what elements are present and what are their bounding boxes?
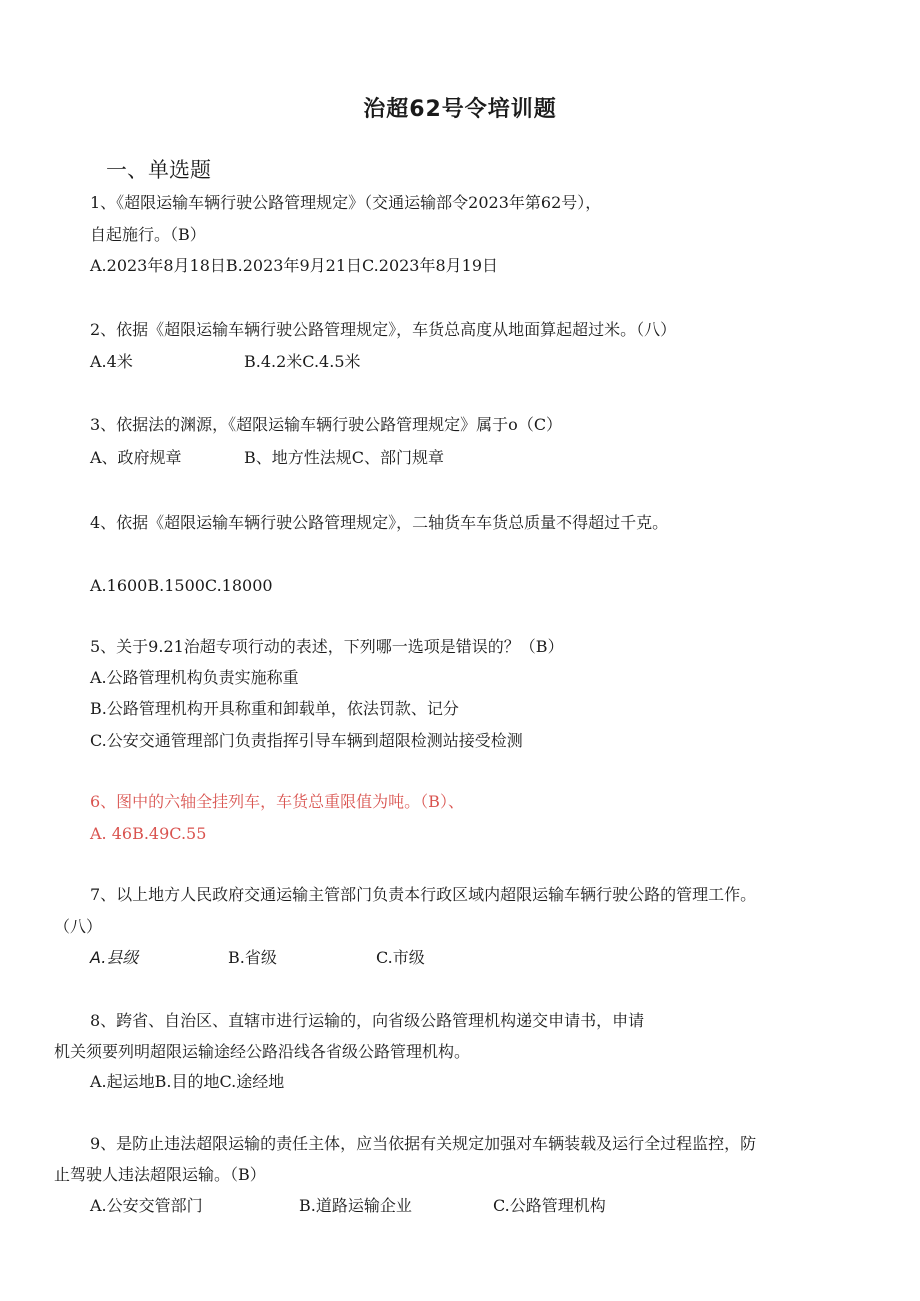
question-7-option-c: C.市级 (376, 948, 425, 967)
question-7-option-a: A.县级 (90, 948, 139, 967)
question-9-text: 9、是防止违法超限运输的责任主体，应当依据有关规定加强对车辆装载及运行全过程监控，防 (90, 1134, 757, 1153)
question-1-options: A.2023年8月18日B.2023年9月21日C.2023年8月19日 (90, 256, 499, 275)
question-9-option-b: B.道路运输企业 (299, 1196, 412, 1215)
question-2-text: 2、依据《超限运输车辆行驶公路管理规定》，车货总高度从地面算起超过米。（八） (90, 320, 677, 339)
question-9-option-a: A.公安交管部门 (90, 1196, 203, 1215)
question-7-answer: （八） (54, 917, 103, 936)
question-3-option-a: A、政府规章 (90, 448, 182, 467)
question-5-option-c: C.公安交通管理部门负责指挥引导车辆到超限检测站接受检测 (90, 731, 523, 750)
question-8-text: 8、跨省、自治区、直辖市进行运输的，向省级公路管理机构递交申请书，申请 (90, 1011, 645, 1030)
question-1-text-cont: 自起施行。（B） (90, 225, 206, 244)
question-3-text: 3、依据法的渊源，《超限运输车辆行驶公路管理规定》属于o（C） (90, 415, 563, 434)
section-heading: 一、单选题 (106, 158, 211, 182)
question-9-option-c: C.公路管理机构 (493, 1196, 606, 1215)
question-4-options: A.1600B.1500C.18000 (90, 576, 273, 595)
question-8-options: A.起运地B.目的地C.途经地 (90, 1072, 285, 1091)
question-5-option-a: A.公路管理机构负责实施称重 (90, 668, 299, 687)
question-1-text: 1、《超限运输车辆行驶公路管理规定》（交通运输部令2023年第62号）， (90, 193, 602, 212)
question-2-options-bc: B.4.2米C.4.5米 (244, 352, 361, 371)
question-2-option-a: A.4米 (90, 352, 133, 371)
page-title: 治超62号令培训题 (363, 97, 557, 122)
question-6-text: 6、图中的六轴全挂列车，车货总重限值为吨。（B）、 (90, 792, 464, 811)
question-8-text-cont: 机关须要列明超限运输途经公路沿线各省级公路管理机构。 (54, 1042, 471, 1061)
question-7-text: 7、以上地方人民政府交通运输主管部门负责本行政区域内超限运输车辆行驶公路的管理工作。 (90, 885, 757, 904)
question-9-text-cont: 止驾驶人违法超限运输。（B） (54, 1165, 266, 1184)
question-3-options-bc: B、地方性法规C、部门规章 (244, 448, 445, 467)
question-5-option-b: B.公路管理机构开具称重和卸载单，依法罚款、记分 (90, 699, 459, 718)
question-5-text: 5、关于9.21治超专项行动的表述，下列哪一选项是错误的？（B） (90, 637, 564, 656)
question-4-text: 4、依据《超限运输车辆行驶公路管理规定》，二轴货车车货总质量不得超过千克。 (90, 513, 669, 532)
question-6-options: A. 46B.49C.55 (90, 824, 207, 843)
question-7-option-b: B.省级 (228, 948, 277, 967)
